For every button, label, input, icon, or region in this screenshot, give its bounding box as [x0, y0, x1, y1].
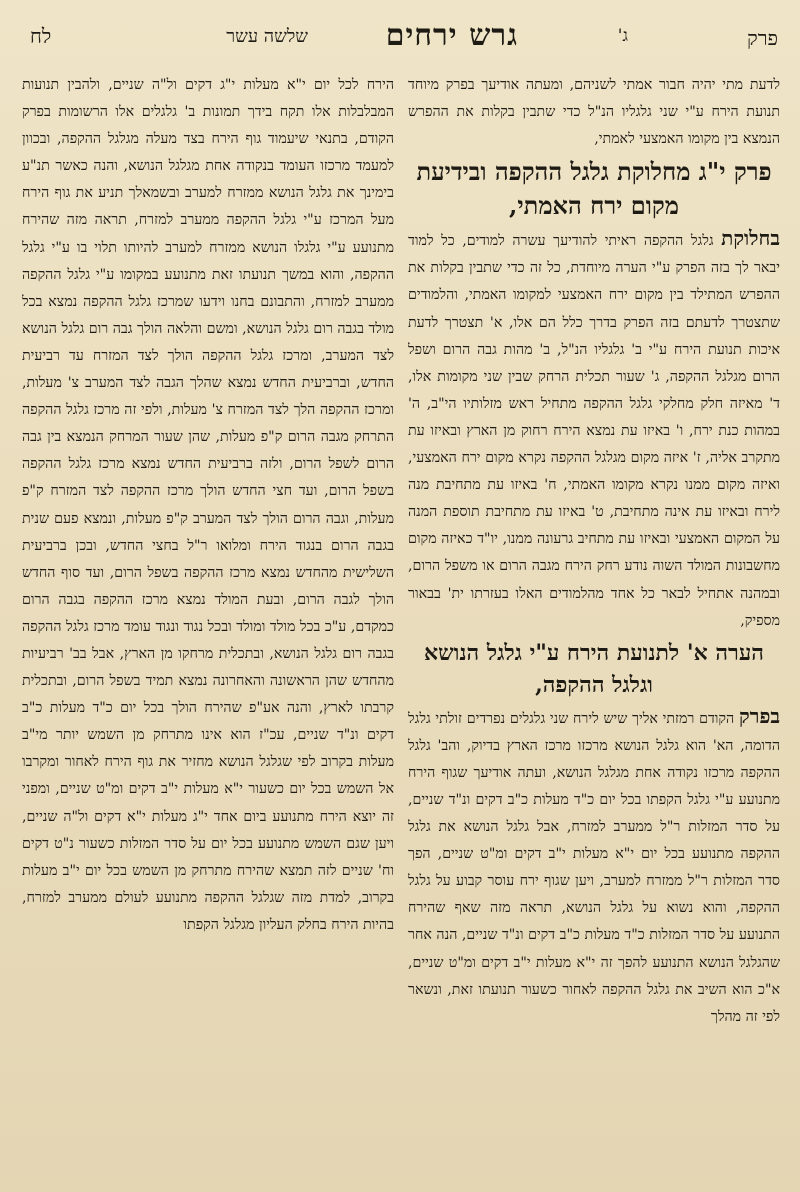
running-header	[20, 14, 778, 68]
header-page-label: פרק	[746, 26, 778, 50]
paragraph: הירח לכל יום י"א מעלות י"ג דקים ול"ה שניים, ולהבין תנועות המבלבלות אלו תקח בידך תמונות ב' גלגלים אלו הרשומות בפרק הקודם, בתנאי שיעמוד גוף הירח בצד מעלה מגלגל ההקפה, ובכוון למעמד מרכזו העומד בנקודה אחת מגלגל הנושא, והנה כאשר תנ"ע בימינך את גלגל הנושא ממזרח למערב ובשמאלך תניע את גוף הירח מעל המרכז ע"י גלגל ההקפה ממערב למזרח, תראה מזה שהירח מתנועע ע"י גלגלו הנושא ממזרח למערב להיותו תלוי בו ע"י גלגל ההקפה, והוא במשך תנועתו זאת מתנועע במקומו ע"י גלגל ההקפה ממערב למזרח, והתבונם בחנו וידעו שמרכז גלגל ההקפה נמצא בכל מולד בגבה רום גלגל הנושא, ומשם והלאה הולך גבה רום גלגל הנושא לצד המערב, ומרכז גלגל ההקפה הולך לצד המזרח עד רביעית החדש, וברביעית החדש נמצא שהלך הגבה לצד המערב צ' מעלות, ומרכז ההקפה הלך לצד המזרח צ' מעלות, ולפי זה מרכז גלגל ההקפה התרחק מגבה הרום ק"פ מעלות, שהן שעור המרחק הנמצא בין גבה הרום לשפל הרום, ולזה ברביעית החדש נמצא מרכז גלגל ההקפה בשפל הרום, ועד חצי החדש הולך מרכז ההקפה לצד המזרח ק"פ מעלות, וגבה הרום הולך לצד המערב ק"פ מעלות, ונמצא פעם שנית בגבה הרום בנגוד הירח ומלואו ר"ל בחצי החדש, ובכן ברביעית השלישית מהחדש נמצא מרכז ההקפה בשפל הרום, ועד סוף החדש הולך לגבה הרום, ובעת המולד נמצא מרכז ההקפה בגבה הרום כמקדם, ע"כ בכל מולד ומולד ובכל נגוד ונגוד עומד מרכז גלגל ההקפה בגבה רום גלגל הנושא, ובתכלית מרחקו מן הארץ, אבל בב' רביעיות מהחדש שהן הראשונה והאחרונה נמצא תמיד בשפל הרום, ובתכלית קרבתו לארץ, והנה אע"פ שהירח הולך בכל יום כ"ד מעלות כ"ב דקים ונ"ד שניים, עכ"ז הוא אינו מתרחק מן השמש יותר מי"ב מעלות בקרוב לפי שגלגל הנושא מחזיר את גוף הירח לאחור ומקרבו אל השמש בכל יום כשעור י"א מעלות י"ב דקים ומ"ט שניים, ומפני זה יוצא הירח מתנועע ביום אחד י"ג מעלות י"א דקים ול"ה שניים, ויען שגם השמש מתנועע בכל יום על סדר המזלות כשעור נ"ט דקים וח' שניים לזה תמצא שהירח מתרחק מן השמש בכל יום י"ב מעלות בקרוב, למדת מזה שגלגל ההקפה מתנועע לעולם ממערב למזרח, בהיות הירח בחלק העליון מגלגל הקפתו	[22, 77, 394, 933]
paragraph-text: הקודם רמזתי אליך שיש לירח שני גלגלים נפרדים זולתי גלגל הדומה, הא' הוא גלגל הנושא מרכזו מרכז הארץ בדיוק, והב' גלגל ההקפה מרכזו נקודה אחת מגלגל הנושא, ועתה אודיעך שגוף הירח מתנועע ע"י גלגל הקפתו בכל יום כ"ד מעלות כ"ב דקים ונ"ד שניים, על סדר המזלות ר"ל ממערב למזרח, אבל גלגל הנושא את גלגל ההקפה מתנועע בכל יום י"א מעלות י"ב דקים ומ"ט שניים, הפך סדר המזלות ר"ל ממזרח למערב, ויען שגוף ירח עוסר קבוע על גלגל ההקפה, והוא נשוא על גלגל הנושא, תראה מזה שאף שהירח התנועע על סדר המזלות כ"ד מעלות כ"ב דקים ונ"ד שניים, הנה אחר שהגלגל הנושא התנועע להפך זה י"א מעלות י"ב דקים ומ"ט שניים, א"כ הוא השיב את גלגל ההקפה לאחור כשעור תנועתו זאת, ונשאר לפי זה מהלך	[408, 710, 780, 1025]
left-column	[22, 72, 394, 1182]
lead-word: בחלוקת	[721, 226, 780, 251]
book-title: גרש ירחים	[385, 18, 518, 53]
text-columns	[22, 72, 780, 1182]
note-heading: הערה א' לתנועת הירח ע"י גלגל הנושא וגלגל ההקפה,	[424, 639, 764, 698]
paragraph: לדעת מתי יהיה חבור אמתי לשניהם, ומעתה אודיעך בפרק מיוחד תנועת הירח ע"י שני גלגליו הנ"ל כדי שתבין בקלות את ההפרש הנמצא בין מקומו האמצעי לאמתי,	[408, 77, 780, 148]
paragraph	[408, 225, 780, 634]
header-section: שלשה עשר	[226, 26, 308, 47]
lead-word: בפרק	[738, 703, 780, 728]
paragraph-text: גלגל ההקפה ראיתי להודיעך עשרה למודים, כל למוד יבאר לך בזה הפרק ע"י הערה מיוחדת, כל זה כדי שתבין בקלות את ההפרש המתילד בין מקום ירח האמצעי למקומו האמתי, והלמודים שתצטרך לדעתם בזה הפרק בדרך כלל הם אלו, א' תצטרך לדעת איכות תנועת הירח ע"י ב' גלגליו הנ"ל, ב' מהות גבה הרום ושפל הרום מגלגל ההקפה, ג' שעור תכלית הרחק שבין שני מקומות אלו, ד' מאיזה חלק מחלקי גלגל ההקפה מתחיל ראש מזלותיו הי"ב, ה' במהות כנת ירח, ו' באיזו עת נמצא הירח רחוק מן הארץ ובאיזו עת מתקרב אליה, ז' איזה מקום מגלגל ההקפה נקרא מקום ירח האמצעי, ואיזה מקום ממנו נקרא מקומו האמתי, ח' באיזו עת מתחיבת מנה לירח ובאיזו עת אינה מתחיבת, ט' באיזו עת מתחיבת תוספת המנה על המקום האמצעי ובאיזו עת מתחיב גרעונה ממנו, יו"ד כאיזה מקום מחשבונות המולד השוה נודע רחק הירח מגבה הרום או משפל הרום, ובמהנה אתחיל לבאר כל אחד מהלמודים האלו בעזרתו ית' בבאור מספיק,	[408, 233, 780, 629]
folio-number: לח	[30, 24, 52, 48]
right-column	[408, 72, 780, 1182]
paragraph	[408, 703, 780, 1031]
chapter-heading: פרק י"ג מחלוקת גלגל ההקפה ובידיעת מקום ירח האמתי,	[416, 157, 772, 221]
header-chapter-label: ג'	[617, 26, 628, 46]
